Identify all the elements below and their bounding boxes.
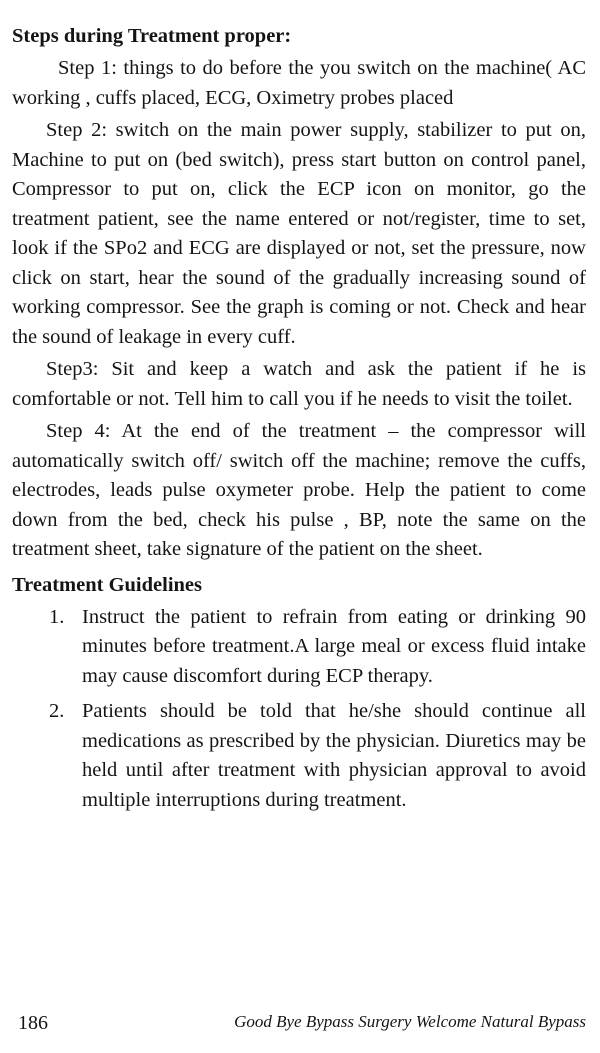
guidelines-list [12,603,586,816]
step-3-paragraph: Step3: Sit and keep a watch and ask the patient if he is comfortable or not. Tell him to call you if he needs to visit the toilet. [12,358,586,410]
list-item-text: Instruct the patient to refrain from eating or drinking 90 minutes before treatment.A large meal or excess fluid intake may cause discomfort during ECP therapy. [82,605,586,687]
list-item-number: 2. [49,700,65,722]
page-number: 186 [18,1012,48,1034]
running-title: Good Bye Bypass Surgery Welcome Natural Bypass [234,1012,586,1031]
page-footer [18,1012,586,1036]
step-4-paragraph: Step 4: At the end of the treatment – the compressor will automatically switch off/ switch off the machine; remove the cuffs, electrodes, leads pulse oxymeter probe. Help the patient to come down from the bed, check his pulse , BP, note the same on the treatment sheet, take signature of the patient on the sheet. [12,420,586,560]
step-1-paragraph: Step 1: things to do before the you switch on the machine( AC working , cuffs placed, ECG, Oximetry probes placed [12,57,586,109]
list-item [12,697,586,815]
step-2-paragraph: Step 2: switch on the main power supply, stabilizer to put on, Machine to put on (bed switch), press start button on control panel, Compressor to put on, click the ECP icon on monitor, go the treatment patient, see the name entered or not/register, time to set, look if the SPo2 and ECG are displayed or not, set the pressure, now click on start, hear the sound of the gradually increasing sound of working compressor. See the graph is coming or not. Check and hear the sound of leakage in every cuff. [12,119,586,348]
list-item-number: 1. [49,605,65,628]
section-heading-treatment-steps: Steps during Treatment proper: [12,25,292,47]
list-item-text: Patients should be told that he/she should continue all medications as prescribed by the physician. Diuretics may be held until after treatment with physician approval to avoid multiple interruptions during treatment. [82,700,586,811]
book-page [12,22,586,821]
section-heading-treatment-guidelines: Treatment Guidelines [12,573,202,596]
list-item [12,603,586,692]
